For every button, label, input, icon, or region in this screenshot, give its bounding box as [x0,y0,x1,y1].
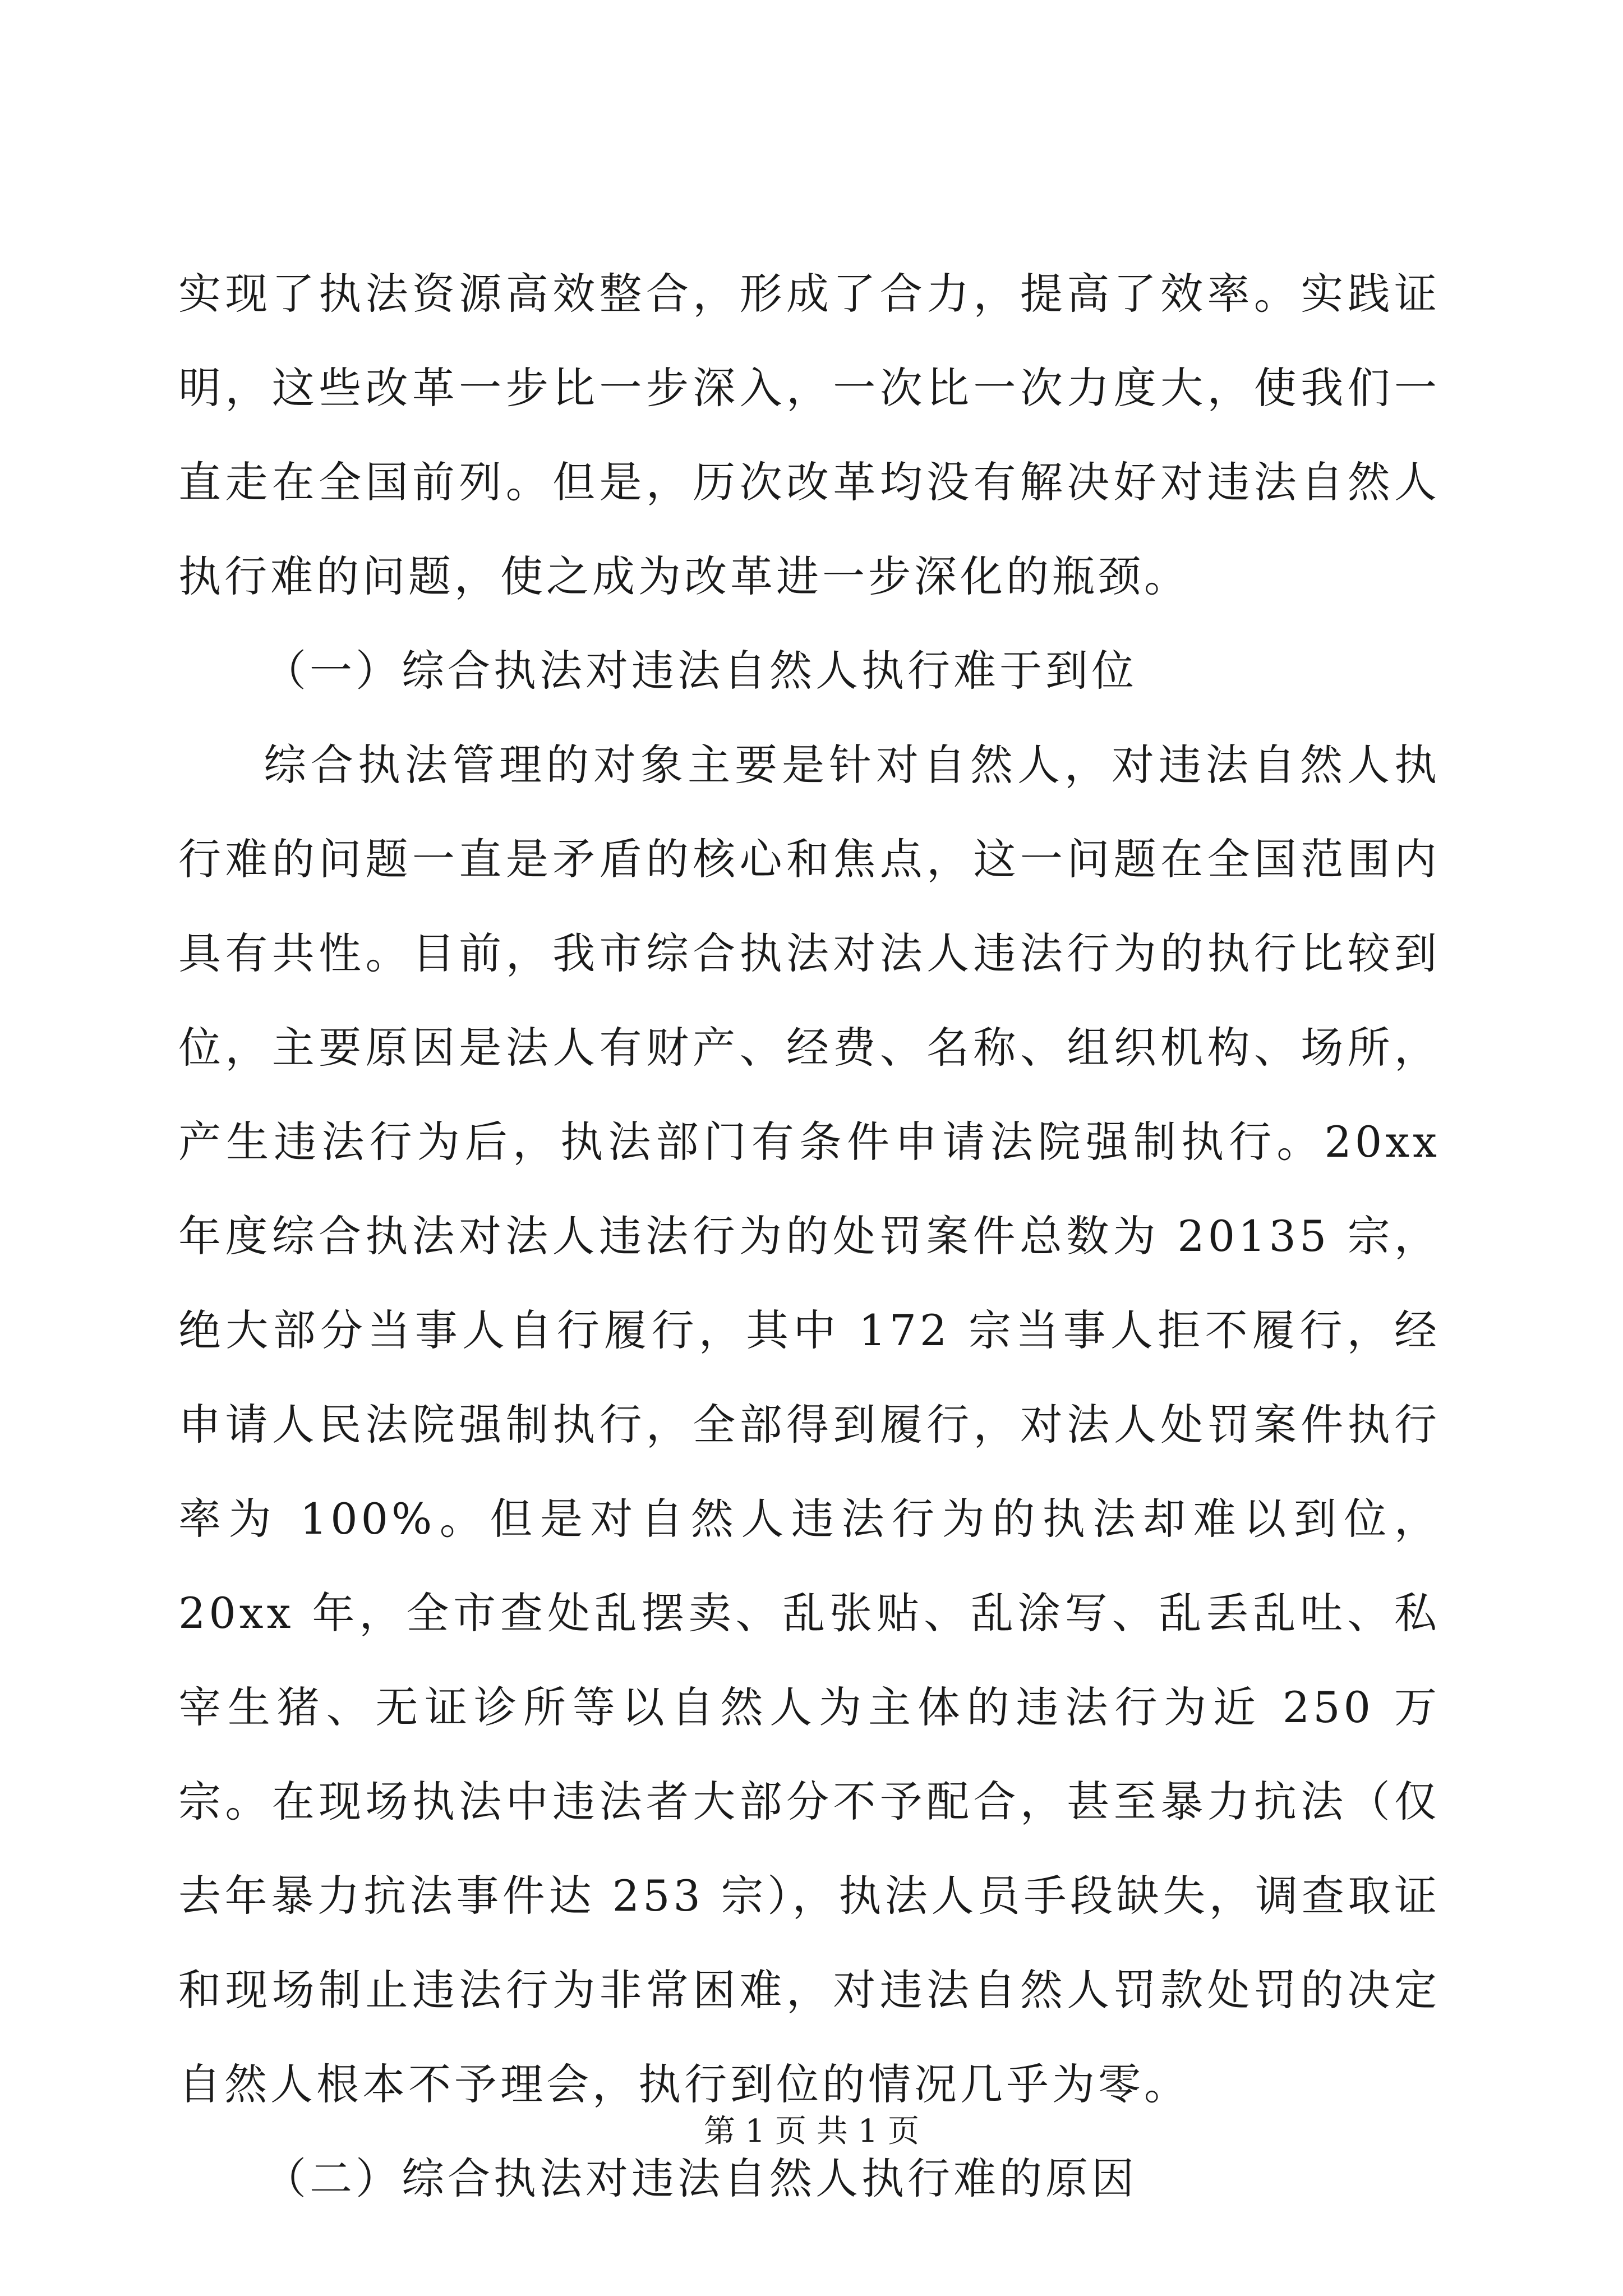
paragraph-body: 综合执法管理的对象主要是针对自然人，对违法自然人执行难的问题一直是矛盾的核心和焦点，这一问题在全国范围内具有共性。目前，我市综合执法对法人违法行为的执行比较到位，主要原因是法人有财产、经费、名称、组织机构、场所，产生违法行为后，执法部门有条件申请法院强制执行。20xx 年度综合执法对法人违法行为的处罚案件总数为 20135 宗，绝大部分当事人自行履行，其中 172 宗当事人拒不履行，经申请人民法院强制执行，全部得到履行，对法人处罚案件执行率为 100%。但是对自然人违法行为的执法却难以到位，20xx 年，全市查处乱摆卖、乱张贴、乱涂写、乱丢乱吐、私宰生猪、无证诊所等以自然人为主体的违法行为近 250 万宗。在现场执法中违法者大部分不予配合，甚至暴力抗法（仅去年暴力抗法事件达 253 宗），执法人员手段缺失，调查取证和现场制止违法行为非常困难，对违法自然人罚款处罚的决定自然人根本不予理会，执行到位的情况几乎为零。 [178,740,1440,2109]
section-heading-1: （一）综合执法对违法自然人执行难于到位 [264,646,1137,696]
section-heading-2: （二）综合执法对违法自然人执行难的原因 [264,2154,1137,2203]
paragraph-continuation: 实现了执法资源高效整合，形成了合力，提高了效率。实践证明，这些改革一步比一步深入，一次比一次力度大，使我们一直走在全国前列。但是，历次改革均没有解决好对违法自然人执行难的问题，使之成为改革进一步深化的瓶颈。 [178,269,1440,601]
page-footer: 第 1 页 共 1 页 [703,2113,920,2150]
document-body [178,247,1440,2226]
